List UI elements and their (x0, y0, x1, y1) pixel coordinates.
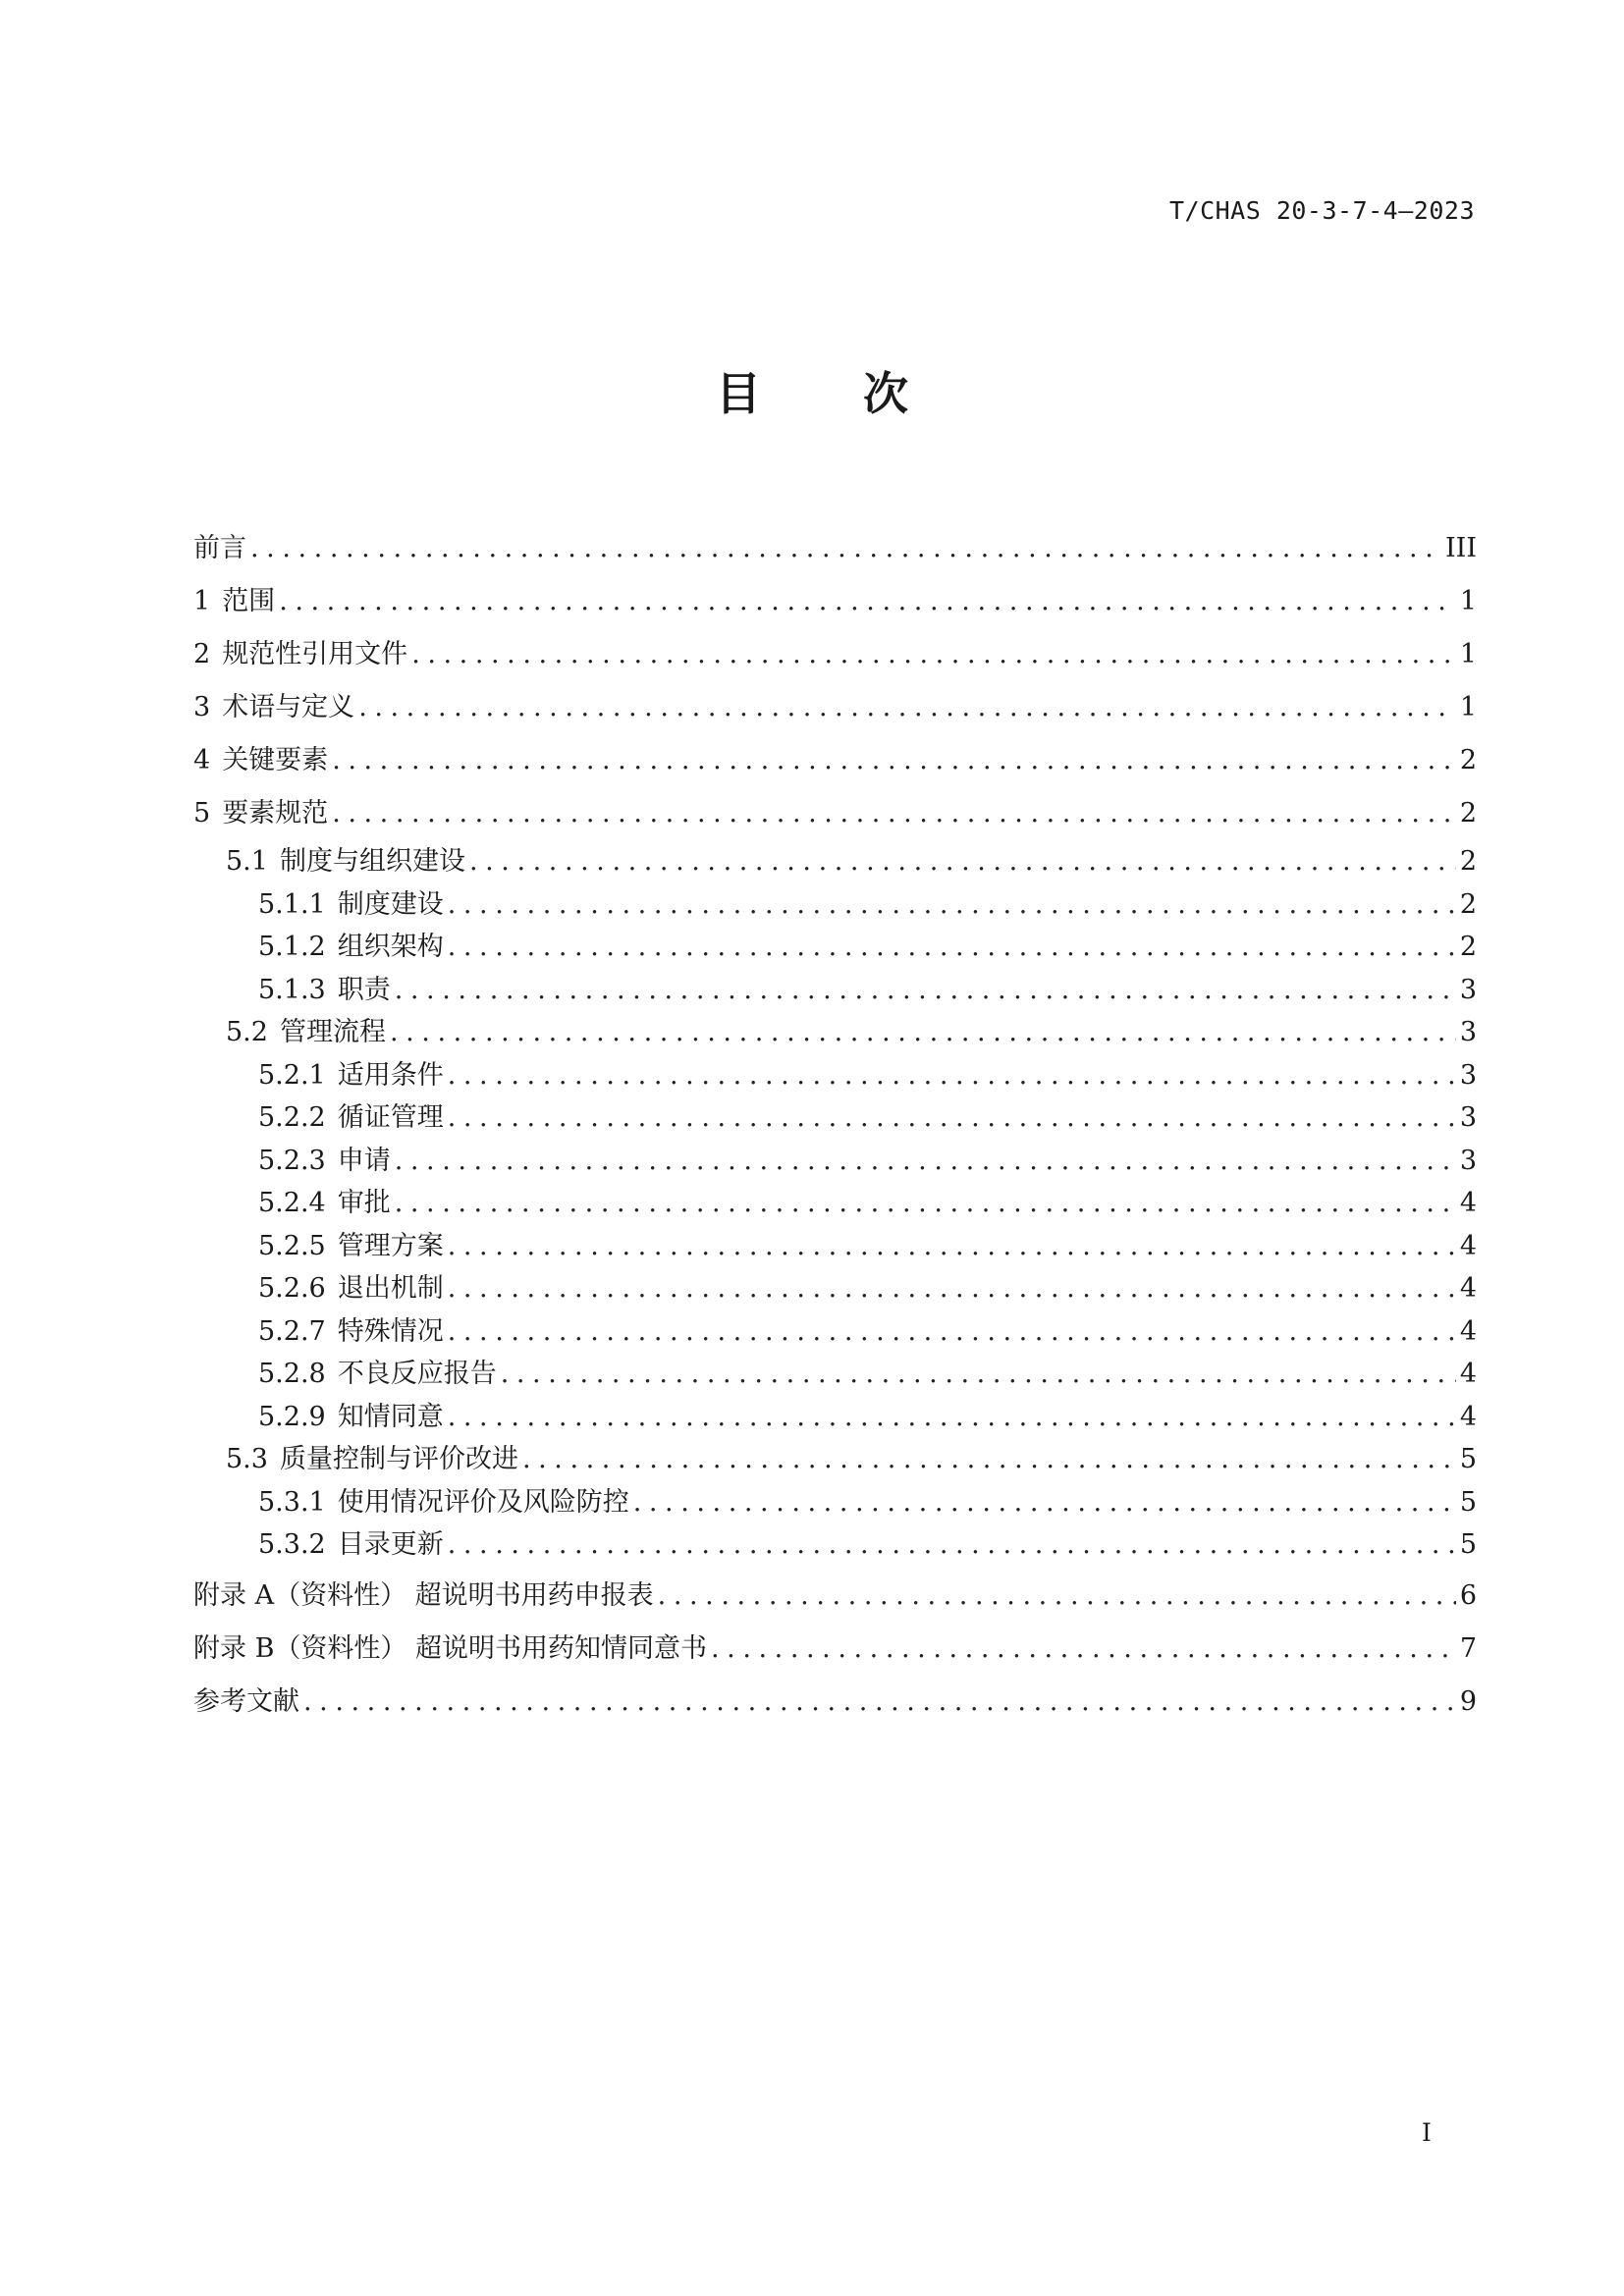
toc-entry-number: 2 (193, 639, 211, 669)
toc-entry-page: 2 (1459, 932, 1477, 962)
dot-leader (658, 1570, 1456, 1623)
toc-entry-label: 附录 A（资料性） 超说明书用药申报表 (193, 1579, 654, 1611)
toc-entry-label: 要素规范 (222, 798, 329, 828)
toc-entry-label: 知情同意 (337, 1401, 444, 1432)
toc-entry-number: 5.2 (226, 1017, 268, 1047)
toc-entry-page: 4 (1459, 1188, 1477, 1218)
toc-entry-number: 5.2.3 (258, 1145, 326, 1176)
dot-leader (448, 1054, 1456, 1097)
table-of-contents (193, 522, 1477, 1729)
toc-entry[interactable] (193, 1523, 1477, 1567)
toc-entry-page: 5 (1459, 1486, 1477, 1518)
toc-entry-page: III (1445, 533, 1477, 563)
dot-leader (501, 1353, 1456, 1396)
toc-entry-page: 3 (1459, 1145, 1477, 1176)
toc-entry-page: 5 (1459, 1529, 1477, 1560)
toc-entry-page: 2 (1459, 846, 1477, 877)
dot-leader (448, 1096, 1456, 1140)
toc-entry-label: 特殊情况 (337, 1315, 444, 1347)
toc-entry-page: 4 (1459, 1401, 1477, 1432)
toc-entry-number: 5.3 (226, 1444, 268, 1474)
toc-entry-number: 5.2.8 (258, 1359, 326, 1389)
dot-leader (395, 1182, 1456, 1225)
dot-leader (522, 1438, 1456, 1481)
toc-entry[interactable] (193, 969, 1477, 1012)
dot-leader (390, 1011, 1456, 1054)
dot-leader (250, 522, 1441, 575)
toc-entry[interactable] (193, 1011, 1477, 1054)
dot-leader (448, 1523, 1456, 1567)
toc-entry-number: 5.2.4 (258, 1188, 326, 1218)
toc-entry[interactable] (193, 1481, 1477, 1524)
toc-entry[interactable] (193, 1353, 1477, 1396)
toc-entry[interactable] (193, 575, 1477, 628)
toc-entry-label: 使用情况评价及风险防控 (337, 1486, 629, 1518)
toc-entry[interactable] (193, 1267, 1477, 1310)
toc-entry-number: 5.2.9 (258, 1401, 326, 1432)
toc-entry-page: 4 (1459, 1273, 1477, 1304)
toc-entry-page: 9 (1459, 1685, 1477, 1717)
toc-entry-label: 范围 (222, 586, 276, 616)
dot-leader (633, 1481, 1456, 1524)
toc-entry-label: 适用条件 (337, 1059, 444, 1091)
toc-entry-number: 5.2.2 (258, 1102, 326, 1133)
dot-leader (448, 883, 1456, 927)
toc-entry[interactable] (193, 1310, 1477, 1354)
toc-entry-label: 不良反应报告 (337, 1359, 497, 1389)
toc-title: 目 次 (715, 367, 951, 420)
toc-entry-label: 规范性引用文件 (222, 639, 408, 669)
toc-entry-label: 附录 B（资料性） 超说明书用药知情同意书 (193, 1632, 708, 1664)
toc-entry-number: 5 (193, 798, 211, 828)
toc-entry-number: 5.2.6 (258, 1273, 326, 1304)
dot-leader (332, 734, 1456, 787)
toc-entry-label: 关键要素 (222, 745, 329, 775)
toc-entry-page: 2 (1459, 745, 1477, 775)
dot-leader (279, 575, 1456, 628)
toc-entry[interactable] (193, 681, 1477, 734)
toc-entry-page: 3 (1459, 1102, 1477, 1133)
toc-entry-page: 7 (1459, 1632, 1477, 1664)
toc-entry[interactable] (193, 840, 1477, 883)
toc-entry-page: 4 (1459, 1315, 1477, 1347)
toc-entry[interactable] (193, 883, 1477, 927)
toc-entry-number: 5.1.3 (258, 974, 326, 1005)
toc-entry-number: 5.1.2 (258, 932, 326, 962)
toc-entry-page: 1 (1459, 692, 1477, 722)
toc-entry-label: 管理流程 (279, 1017, 386, 1047)
toc-entry[interactable] (193, 734, 1477, 787)
toc-entry-page: 4 (1459, 1230, 1477, 1261)
toc-entry-number: 3 (193, 692, 211, 722)
toc-entry[interactable] (193, 787, 1477, 840)
toc-entry-label: 术语与定义 (222, 692, 355, 722)
dot-leader (332, 787, 1456, 840)
toc-entry[interactable] (193, 1623, 1477, 1676)
toc-entry[interactable] (193, 1182, 1477, 1225)
toc-entry-number: 5.2.1 (258, 1059, 326, 1091)
toc-entry-label: 制度建设 (337, 888, 444, 920)
toc-entry-page: 1 (1459, 586, 1477, 616)
toc-entry-page: 1 (1459, 639, 1477, 669)
dot-leader (711, 1623, 1456, 1676)
page-number: I (1422, 2118, 1432, 2147)
toc-entry-number: 4 (193, 745, 211, 775)
toc-entry-number: 5.1 (226, 846, 268, 877)
toc-entry-page: 4 (1459, 1359, 1477, 1389)
dot-leader (358, 681, 1456, 734)
toc-entry-number: 5.3.2 (258, 1529, 326, 1560)
toc-entry-page: 2 (1459, 798, 1477, 828)
toc-entry-label: 目录更新 (337, 1529, 444, 1560)
dot-leader (411, 628, 1456, 681)
toc-entry[interactable] (193, 628, 1477, 681)
toc-entry-label: 制度与组织建设 (279, 846, 465, 877)
toc-entry-label: 审批 (337, 1188, 391, 1218)
toc-entry[interactable] (193, 1570, 1477, 1623)
toc-entry-label: 申请 (337, 1145, 391, 1176)
toc-entry-label: 参考文献 (193, 1685, 299, 1717)
toc-entry-page: 5 (1459, 1444, 1477, 1474)
toc-entry-number: 5.2.7 (258, 1315, 326, 1347)
toc-entry-label: 退出机制 (337, 1273, 444, 1304)
toc-entry[interactable] (193, 1054, 1477, 1097)
dot-leader (395, 969, 1456, 1012)
toc-entry-label: 循证管理 (337, 1102, 444, 1133)
toc-entry-page: 6 (1459, 1579, 1477, 1611)
toc-entry-number: 5.2.5 (258, 1230, 326, 1261)
toc-entry-page: 3 (1459, 1017, 1477, 1047)
document-code: T/CHAS 20-3-7-4—2023 (1168, 196, 1475, 225)
toc-entry[interactable] (193, 1140, 1477, 1183)
toc-entry-label: 组织架构 (337, 932, 444, 962)
dot-leader (395, 1140, 1456, 1183)
dot-leader (448, 926, 1456, 969)
toc-entry-page: 3 (1459, 974, 1477, 1005)
toc-entry[interactable] (193, 1225, 1477, 1268)
toc-entry-label: 前言 (193, 533, 246, 563)
toc-entry[interactable] (193, 522, 1477, 575)
dot-leader (469, 840, 1456, 883)
toc-entry-page: 2 (1459, 888, 1477, 920)
toc-entry[interactable] (193, 1096, 1477, 1140)
toc-entry[interactable] (193, 926, 1477, 969)
toc-entry[interactable] (193, 1438, 1477, 1481)
toc-entry[interactable] (193, 1676, 1477, 1729)
toc-entry[interactable] (193, 1396, 1477, 1439)
toc-entry-label: 职责 (337, 974, 391, 1005)
toc-entry-label: 管理方案 (337, 1230, 444, 1261)
toc-entry-number: 1 (193, 586, 211, 616)
toc-entry-number: 5.3.1 (258, 1486, 326, 1518)
toc-entry-page: 3 (1459, 1059, 1477, 1091)
dot-leader (448, 1310, 1456, 1354)
dot-leader (448, 1396, 1456, 1439)
dot-leader (448, 1267, 1456, 1310)
toc-entry-label: 质量控制与评价改进 (279, 1444, 518, 1474)
dot-leader (448, 1225, 1456, 1268)
toc-entry-number: 5.1.1 (258, 888, 326, 920)
dot-leader (303, 1676, 1456, 1729)
